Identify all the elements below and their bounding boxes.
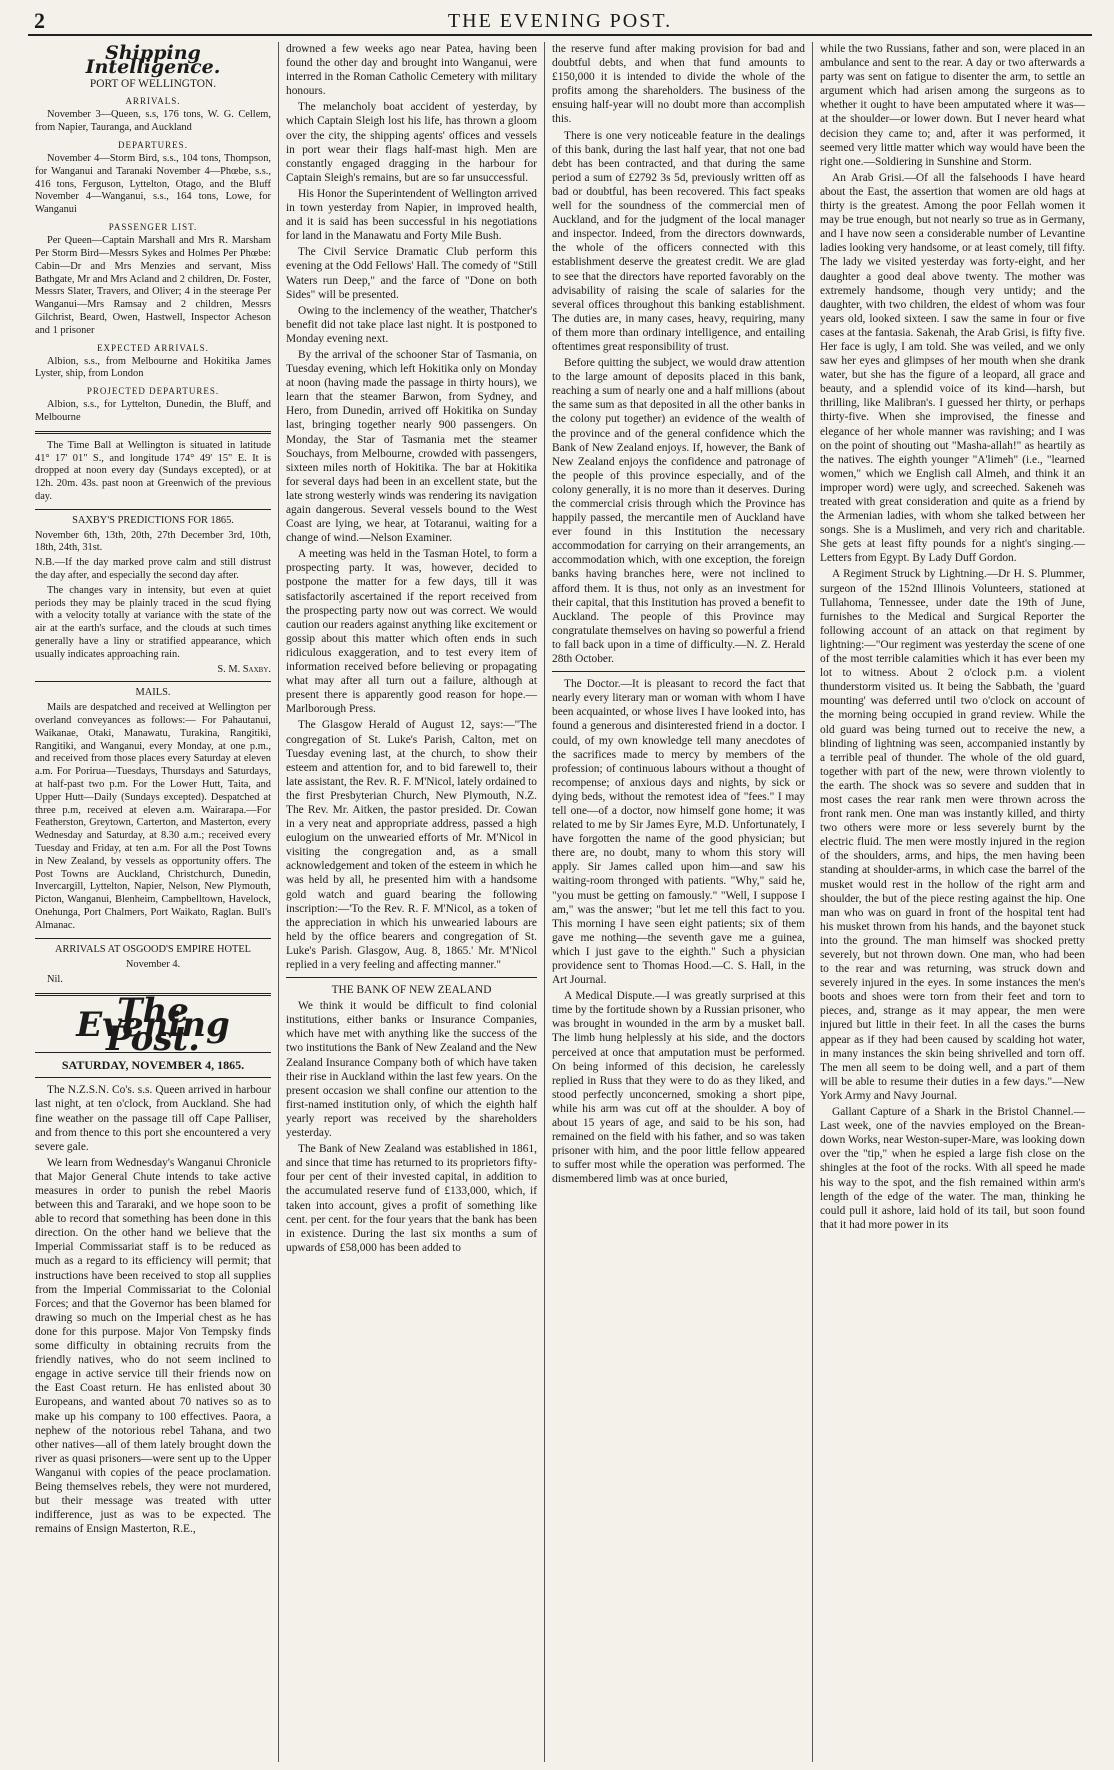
article-paragraph: A Regiment Struck by Lightning.—Dr H. S. Plummer, surgeon of the 152nd Illinois Volunteers, stationed at Tullahoma, Tennessee, under date the 19th of June, furnishes to the Medical and Surgical Reporter the following account of an attack on that regiment by lightning:—"Our regiment was yesterday the scene of one of the most terrible calamities which it has ever been my lot to witness. About 2 o'clock p.m. a violent thunderstorm visited us. It being the Sabbath, the 'guard mounting' was deferred until two o'clock on account of the morning being occupied in grand review. While the old guard was being turned out to receive the new, a blinding of lightning was seen, accompanied instantly by a terrible peal of thunder. The whole of the old guard, together with part of the new, were thrown violently to the earth. The shock was so severe and sudden that in most cases the rear rank men were thrown across the front rank men. One man was instantly killed, and thirty two others were more or less severely burnt by the electric fluid. The men were mostly injured in the region of the shoulders, arms, and hips, the men having been standing at shoulder-arms, in which case the barrel of the musket would rest in the hollow of the right arm and shoulder, the but of the piece resting against the hip. One man who was on guard in front of the hospital tent had his musket thrown from his hands, and the bayonet stuck into the ground. The man himself was shocked pretty severely, but not thrown down. One man, who had been to the rear and was returning, was struck down and severely injured in the eyes. In some instances the men's boots and shoes were torn from their feet and torn to pieces, and, strange as it may appear, the men were injured but little in their feet. In all the cases the burns appear as if they had been caused by scalding hot water, in many instances the skin being shrivelled and torn off. The men all seem to be doing well, and a part of them will be able to resume their duties in a few days."—New York Army and Navy Journal. (820, 568, 1085, 1102)
departures-label: DEPARTURES. (118, 139, 188, 150)
article-paragraph: Owing to the inclemency of the weather, Thatcher's benefit did not take place last night. It is postponed to Monday evening next. (286, 304, 537, 345)
article-paragraph: A Medical Dispute.—I was greatly surprised at this time by the fortitude shown by a Russian prisoner, who was brought in wounded in the arm by a musket ball. The limb hung helplessly at his side, and the doctors perceived at once that amputation must be performed. On being informed of this decision, he carelessly replied in Russ that they were to do as they liked, and stood perfectly unconcerned, smoking a short pipe, while his arm was cut off at the shoulder. A boy of about 15 years of age, and said to be his son, had remained on the field with his father, and so was taken prisoner with him, and the poor little fellow appeared to suffer most while the operation was performed. The dismembered limb was at once buried, (552, 990, 805, 1186)
article-paragraph: A meeting was held in the Tasman Hotel, to form a prospecting party. It was, however, decided to postpone the matter for a few days, till it was satisfactorily ascertained if the report received from the prospecting party now out was correct. We would caution our readers against anything like excitement or gossip about this matter which often ends in such ridiculous exaggeration, and to test every item of information received before believing or propagating what may after all turn out a failure, although at present there is apparently good reason for hope.—Marlborough Press. (286, 548, 537, 716)
expected-label: EXPECTED ARRIVALS. (97, 342, 209, 353)
divider (552, 671, 805, 672)
article-paragraph: The N.Z.S.N. Co's. s.s. Queen arrived in harbour last night, at ten o'clock, from Auckland. She had fine weather on the passage till off Cape Palliser, and from thence to this port she encountered a very severe gale. (35, 1084, 271, 1153)
arrivals-label: ARRIVALS. (125, 96, 181, 107)
port-heading: PORT OF WELLINGTON. (89, 78, 217, 91)
departures-text: November 4—Storm Bird, s.s., 104 tons, Thompson, for Wanganui and Taranaki November 4—Phœbe, s.s., 416 tons, Ferguson, Lyttelton, Otago, and the Bluff November 4—Wanganui, s.s., 164 tons, Lowe, for Wanganui (35, 153, 271, 216)
article-paragraph: The Doctor.—It is pleasant to record the fact that nearly every literary man or woman with whom I have been acquainted, or whose lives I have looked into, has found a generous and disinterested friend in a doctor. I could, of my own knowledge tell many anecdotes of the sacrifices made to mercy by members of the profession; of continuous labours without a thought of recompense; of anxious days and nights, by sick or dying beds, without the remotest idea of "fees." I may tell one—of a doctor, now himself gone home; it was related to me by Sir James Eyre, M.D. Unfortunately, I have forgotten the name of the good physician; but there are, no doubt, many to whom this story will apply. Sir James called upon him—and saw his waiting-room thronged with patients. "Why," said he, "you must be getting on famously." "Well, I suppose I am," was the answer; "but let me tell this fact to you. This morning I have seen eight patients; six of them gave me nothing—the seventh gave me a guinea, which I just gave to the eighth." Such a physician providence sent to Thomas Hood.—C. S. Hall, in the Art Journal. (552, 678, 805, 987)
divider (35, 509, 271, 510)
article-paragraph: By the arrival of the schooner Star of Tasmania, on Tuesday evening, which left Hokitika only on Monday at noon (having made the passage in thirty hours), we learn that the steamer Barwon, from Sydney, and Hero, from Dunedin, arrived off Hokitika on Sunday last, bringing together nearly 900 passengers. On Monday, the Star of Tasmania met the steamer Souchays, from Melbourne, crowded with passengers, sixteen miles north of Hokitika. The bar at Hokitika for several days had been in an excellent state, but the late strong westerly winds was rendering its navigation again dangerous. Several vessels bound to the West Coast are lying, we hear, at Totaranui, waiting for a change of wind.—Nelson Examiner. (286, 348, 537, 545)
column-1 (28, 42, 278, 1762)
page-header (28, 8, 1092, 36)
article-paragraph: His Honor the Superintendent of Wellington arrived in town yesterday from Napier, in improved health, and it is said has been successful in his negotiations for land in the Manawatu and Forty Mile Bush. (286, 187, 537, 243)
mails-text: Mails are despatched and received at Wellington per overland conveyances as follows:— For Pahautanui, Waikanae, Otaki, Manawatu, Turakina, Rangitiki, Rangitiki, and Wanganui, every Monday, at one p.m., and received from those places every Saturday at eleven a.m. For Porirua—Tuesdays, Thursdays and Saturdays, at half-past two p.m. For the Lower Hutt, Taita, and Upper Hutt—Daily (Sundays excepted). Despatched at three p.m, received at eleven a.m. Wairarapa.—For Featherston, Greytown, Carterton, and Masterton, every Wednesday and Saturday, at 8.30 a.m.; received every Tuesday and Friday, at ten a.m. For all the Post Towns in New Zealand, by vessels as opportunity offers. The Post Towns are Auckland, Christchurch, Dunedin, Invercargill, Lyttelton, Napier, Nelson, New Plymouth, Picton, Wanganui, Blenheim, Campbelltown, Havelock, Onehunga, Port Chalmers, Port Waikato, Raglan. Bull's Almanac. (35, 702, 271, 931)
running-title: THE EVENING POST. (447, 10, 673, 32)
saxby-dates: November 6th, 13th, 20th, 27th December 3rd, 10th, 18th, 24th, 31st. (35, 529, 271, 554)
divider (35, 681, 271, 682)
article-paragraph: while the two Russians, father and son, were placed in an ambulance and sent to the rear. A day or two afterwards a party was sent on fatigue to disenter the arm, to settle an argument which had arisen among the surgeons as to whether it ought to have been amputated where it was—at the shoulder—or lower down. But I never heard what decision they came to; and, after it was performed, it seemed very little matter which way would have been the right one.—Soldiering in Sunshine and Storm. (820, 43, 1085, 168)
passenger-label: PASSENGER LIST. (108, 222, 198, 233)
bank-heading: THE BANK OF NEW ZEALAND (331, 984, 492, 997)
article-paragraph: The Civil Service Dramatic Club perform this evening at the Odd Fellows' Hall. The comedy of "Still Waters run Deep," and the farce of "Done on both Sides" will be presented. (286, 246, 537, 301)
osgood-date: November 4. (125, 959, 181, 971)
expected-text: Albion, s.s., from Melbourne and Hokitika James Lyster, ship, from London (35, 355, 271, 380)
mails-heading: MAILS. (135, 687, 171, 699)
article-paragraph: There is one very noticeable feature in the dealings of this bank, during the last half year, that not one bad debt has been contracted, and that during the same period a sum of £2792 3s 5d, previously written off as bad or doubtful, has been recovered. This fact speaks well for the soundness of the commercial men of Auckland, and for the judgment of the local manager and inspector. Indeed, from the directors downwards, the whole of the officers connected with this establishment deserve the greatest credit. We are glad to see that the directors have reported favorably on the advisability of raising the scale of salaries for the several offices throughout this banking establishment. The duties are, in many cases, heavy, requiring, many of them more than ordinary intelligence, and entailing oftentimes great responsibility of trust. (552, 129, 805, 353)
article-paragraph: Gallant Capture of a Shark in the Bristol Channel.—Last week, one of the navvies employed on the Brean-down Works, near Weston-super-Mare, was looking down over the "tip," when he espied a large fish close on the shingles at the foot of the rocks. With all speed he made his way to the spot, and the fish remained within arm's length of the edge of the water. The man, thinking he could pull it ashore, laid hold of its tail, but soon found that it had more power in its (820, 1106, 1085, 1231)
article-paragraph: The Bank of New Zealand was established in 1861, and since that time has returned to its proprietors fifty-four per cent of their invested capital, in addition to the accumulated reserve fund of £133,000, which, if taken into account, gives a profit of something like cent. per cent. for the four years that the bank has been in existence. During the last six months a sum of upwards of £58,000 has been added to (286, 1143, 537, 1254)
time-ball-text: The Time Ball at Wellington is situated in latitude 41° 17' 01" S., and longitude 174° 49' 15" E. It is dropped at noon every day (Sundays excepted), or at 12h. 20m. 43s. past noon at Greenwich of the previous day. (35, 439, 271, 503)
divider (35, 938, 271, 939)
shipping-heading: Shipping Intelligence. (85, 42, 221, 79)
divider (35, 1077, 271, 1078)
saxby-body: The changes vary in intensity, but even at quiet periods they may be plainly traced in the scud flying with a velocity totally at variance with the state of the air at the earth's surface, and the clouds at such times generally have a liny or stratified appearance, which usually indicates approaching rain. (35, 584, 271, 660)
columns (28, 42, 1092, 1762)
projected-text: Albion, s.s., for Lyttelton, Dunedin, the Bluff, and Melbourne (35, 399, 271, 424)
issue-date: SATURDAY, NOVEMBER 4, 1865. (61, 1058, 245, 1073)
page-number: 2 (34, 8, 45, 33)
passenger-text: Per Queen—Captain Marshall and Mrs R. Marsham Per Storm Bird—Messrs Sykes and Holmes Per Phœbe: Cabin—Dr and Mrs Menzies and servant, Miss Bathgate, Mr and Mrs Acland and 2 children, Dr. Foster, Messrs Slater, Travers, and Oliver; 4 in the steerage Per Wanganui—Mrs Ramsay and 2 children, Messrs Gilchrist, Beard, Owen, Hastwell, Inspector Acheson and 1 prisoner (35, 235, 271, 336)
article-paragraph: the reserve fund after making provision for bad and doubtful debts, and when that fund amounts to £150,000 it is intended to divide the whole of the profits among the shareholders. The business of the ensuing half-year will no doubt more than accomplish this. (552, 43, 805, 126)
saxby-signature: S. M. Saxby. (217, 663, 271, 675)
article-paragraph: Before quitting the subject, we would draw attention to the large amount of deposits placed in this bank, reaching a sum of nearly one and a half millions (about the same sum as that deposited in all the other banks in the colony put together) an evidence of the wealth of the province and of the general confidence which the Bank of New Zealand enjoys. If, however, the Bank of New Zealand enjoys the confidence and patronage of the people of this province especially, and of the colony generally, it is no more than it deserves. During the commercial crisis through which the Province has happily passed, the mercantile men of Auckland have ever found in this Institution the necessary accommodation for carrying on their arrangements, an accommodation which, with one exception, the foreign banks having branches here, were not inclined to afford them. It is thus, not only as an investment for their capital, that this Institution has proved a benefit to Auckland. The people of this Province may congratulate themselves on having so powerful a friend to fall back upon in a time of difficulty.—N. Z. Herald 28th October. (552, 357, 805, 666)
column-3 (544, 42, 812, 1762)
article-paragraph: drowned a few weeks ago near Patea, having been found the other day and brought into Wanganui, were interred in the Roman Catholic Cemetery with military honours. (286, 43, 537, 98)
article-paragraph: The Glasgow Herald of August 12, says:—"The congregation of St. Luke's Parish, Calton, met on Tuesday evening last, at the church, to show their esteem and attention for, and to bid farewell to, their late assistant, the Rev. R. F. M'Nicol, lately ordained to the first Presbyterian Church, New Plymouth, N.Z. The Rev. Mr. Aitken, the pastor presided. Dr. Cowan in a very neat and appropriate address, passed a high eulogium on the unwearied efforts of Mr. M'Nicol in visiting the congregation and, as a small acknowledgement and token of the esteem in which he was held by all, he presented him with a handsome gold watch and guard bearing the following inscription:—'To the Rev. R. F. M'Nicol, as a token of the appreciation in which his unwearied labours are held by the office bearers and congregation of St. Luke's Parish. Glasgow, Aug. 8, 1865.' Mr. M'Nicol replied in a very feeling and affecting manner." (286, 719, 537, 971)
article-paragraph: We learn from Wednesday's Wanganui Chronicle that Major General Chute intends to take active measures in order to punish the rebel Maoris between this and Tararaki, and we hope soon to be able to record that something has been done in this direction. On the other hand we believe that the Imperial Commissariat staff is to be reduced as much as a regard to its efficiency will permit; that instructions have been received to stop all supplies from the Imperial Commissariat to the Colonial Forces; and that the Governor has been blamed for drawing so much on the Imperial chest as he has done for this purpose. Major Von Tempsky finds some difficulty in obtaining recruits from the friendly natives, who do not seem inclined to engage in active service till their friends now on the East Coast return. He has enlisted about 30 Europeans, and wanted about 70 natives so as to make up his company to 100 effectives. Paora, a nephew of the notorious rebel Tahana, and two other natives—all of them lately brought down the river as quasi prisoners—were sent up to the Upper Wanganui with copies of the peace proclamation. Being themselves rebels, they were not murdered, but their message was treated with utter indifference, just as was to be expected. The remains of Ensign Masterton, R.E., (35, 1156, 271, 1536)
osgood-nil: Nil. (47, 974, 63, 986)
osgood-heading: ARRIVALS AT OSGOOD'S EMPIRE HOTEL (54, 943, 252, 955)
arrivals-text: November 3—Queen, s.s, 176 tons, W. G. Cellem, from Napier, Tauranga, and Auckland (35, 109, 271, 134)
projected-label: PROJECTED DEPARTURES. (86, 386, 220, 397)
article-paragraph: The melancholy boat accident of yesterday, by which Captain Sleigh lost his life, has thrown a gloom over the city, the shipping agents' offices and vessels in port wear their flags half-mast high. Men are constantly engaged dragging in the harbour for Captain Sleigh's remains, but are so far unsuccessful. (286, 101, 537, 184)
article-paragraph: We think it would be difficult to find colonial institutions, either banks or Insurance Companies, which have met with anything like the success of the two institutions the Bank of New Zealand and the New Zealand Insurance Company both of which have taken their rise in Auckland within the last few years. On the present occasion we shall confine our attention to the first-named institution only, of which the eighth half yearly report was received by the shareholders yesterday. (286, 1000, 537, 1140)
divider (35, 431, 271, 434)
article-paragraph: An Arab Grisi.—Of all the falsehoods I have heard about the East, the assertion that women are old hags at thirty is the greatest. Among the poor Fellah women it may be true enough, but not nearly so true as in Germany, and I have now seen a considerable number of Levantine ladies looking very handsome, or at least comely, till fifty. The lady we visited yesterday was forty-eight, and her daughter a good deal above twenty. The mother was extremely handsome, though very untidy; and the daughter, with two children, the eldest of whom was four years old, looked sixteen. I saw the same in four or five cases at the fantasia. Sakenah, the Arab Grisi, is fifty five. Her face is ugly, I am told. She was veiled, and we only saw her eyes and glimpses of her mouth when she drank water, but she has the figure of a leopard, all grace and beauty, and a splendid voice of its kind—harsh, but thrilling, like Malibran's. I guessed her thirty, or perhaps thirty-five. When she improvised, the finesse and elegance of her whole manner was ravishing; and I was on the point of shouting out "Masha-allah!" as heartily as the natives. The eighth younger "A'limeh" (i.e., "learned women," which we English call Almeh, and think it an improper word) were ugly, and screeched. Sakeneh was treated with great consideration and quite as a friend by the Armenian ladies, with whom she talked between her songs. She is a Muslimeh, and very rich and charitable. She gets at least fifty pounds for a night's singing.—Letters from Egypt. By Lady Duff Gordon. (820, 171, 1085, 565)
column-2 (278, 42, 544, 1762)
saxby-heading: SAXBY'S PREDICTIONS FOR 1865. (72, 514, 234, 526)
divider (286, 977, 537, 978)
column-4 (812, 42, 1092, 1762)
masthead-title: The Evening Post. (76, 990, 230, 1060)
saxby-nb: N.B.—If the day marked prove calm and still distrust the day after, and especially the second day after. (35, 557, 271, 582)
